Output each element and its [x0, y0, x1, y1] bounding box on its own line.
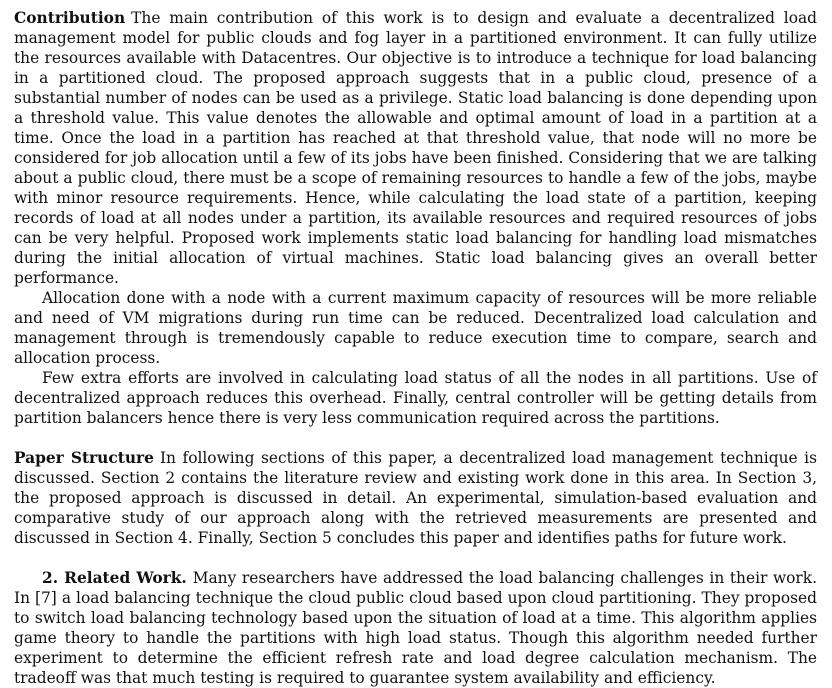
paper-page: [14, 8, 817, 688]
overhead-paragraph: Few extra efforts are involved in calculating load status of all the nodes in all partitions. Use of decentralized approach reduces this overhead. Finally, central controller will be getting details from partition balancers hence there is very less communication required across the partitions.: [14, 369, 817, 427]
contribution-text: The main contribution of this work is to design and evaluate a decentralized load management model for public clouds and fog layer in a partitioned environment. It can fully utilize the resources available with Datacentres. Our objective is to introduce a technique for load balancing in a partitioned cloud. The proposed approach suggests that in a public cloud, presence of a substantial number of nodes can be used as a privilege. Static load balancing is done depending upon a threshold value. This value denotes the allowable and optimal amount of load in a partition at a time. Once the load in a partition has reached at that threshold value, that node will no more be considered for job allocation until a few of its jobs have been finished. Considering that we are talking about a public cloud, there must be a scope of remaining resources to handle a few of the jobs, maybe with minor resource requirements. Hence, while calculating the load state of a partition, keeping records of load at all nodes under a partition, its available resources and required resources of jobs can be very helpful. Proposed work implements static load balancing for handling load mismatches during the initial allocation of virtual machines. Static load balancing gives an overall better performance.: [14, 9, 817, 287]
related-work-text: Many researchers have addressed the load balancing challenges in their work. In [7] a load balancing technique the cloud public cloud based upon cloud partitioning. They proposed to switch load balancing technology based upon the situation of load at a time. This algorithm applies game theory to handle the partitions with high load status. Though this algorithm needed further experiment to determine the efficient refresh rate and load degree calculation mechanism. The tradeoff was that much testing is required to guarantee system availability and efficiency.: [14, 569, 817, 687]
paper-structure-paragraph: [14, 448, 817, 548]
contribution-heading: Contribution: [14, 9, 126, 27]
section-gap: [14, 548, 817, 568]
paper-structure-text: In following sections of this paper, a decentralized load management technique is discussed. Section 2 contains the literature review and existing work done in this area. In Section 3, the proposed approach is discussed in detail. An experimental, simulation-based evaluation and comparative study of our approach along with the retrieved measurements are presented and discussed in Section 4. Finally, Section 5 concludes this paper and identifies paths for future work.: [14, 449, 817, 547]
allocation-paragraph: Allocation done with a node with a current maximum capacity of resources will be more reliable and need of VM migrations during run time can be reduced. Decentralized load calculation and management through is tremendously capable to reduce execution time to compare, search and allocation process.: [14, 289, 817, 367]
contribution-paragraph: [14, 8, 817, 288]
related-work-paragraph: [14, 568, 817, 688]
paper-structure-heading: Paper Structure: [14, 449, 154, 467]
section-gap: [14, 428, 817, 448]
related-work-heading: 2. Related Work.: [42, 569, 187, 587]
